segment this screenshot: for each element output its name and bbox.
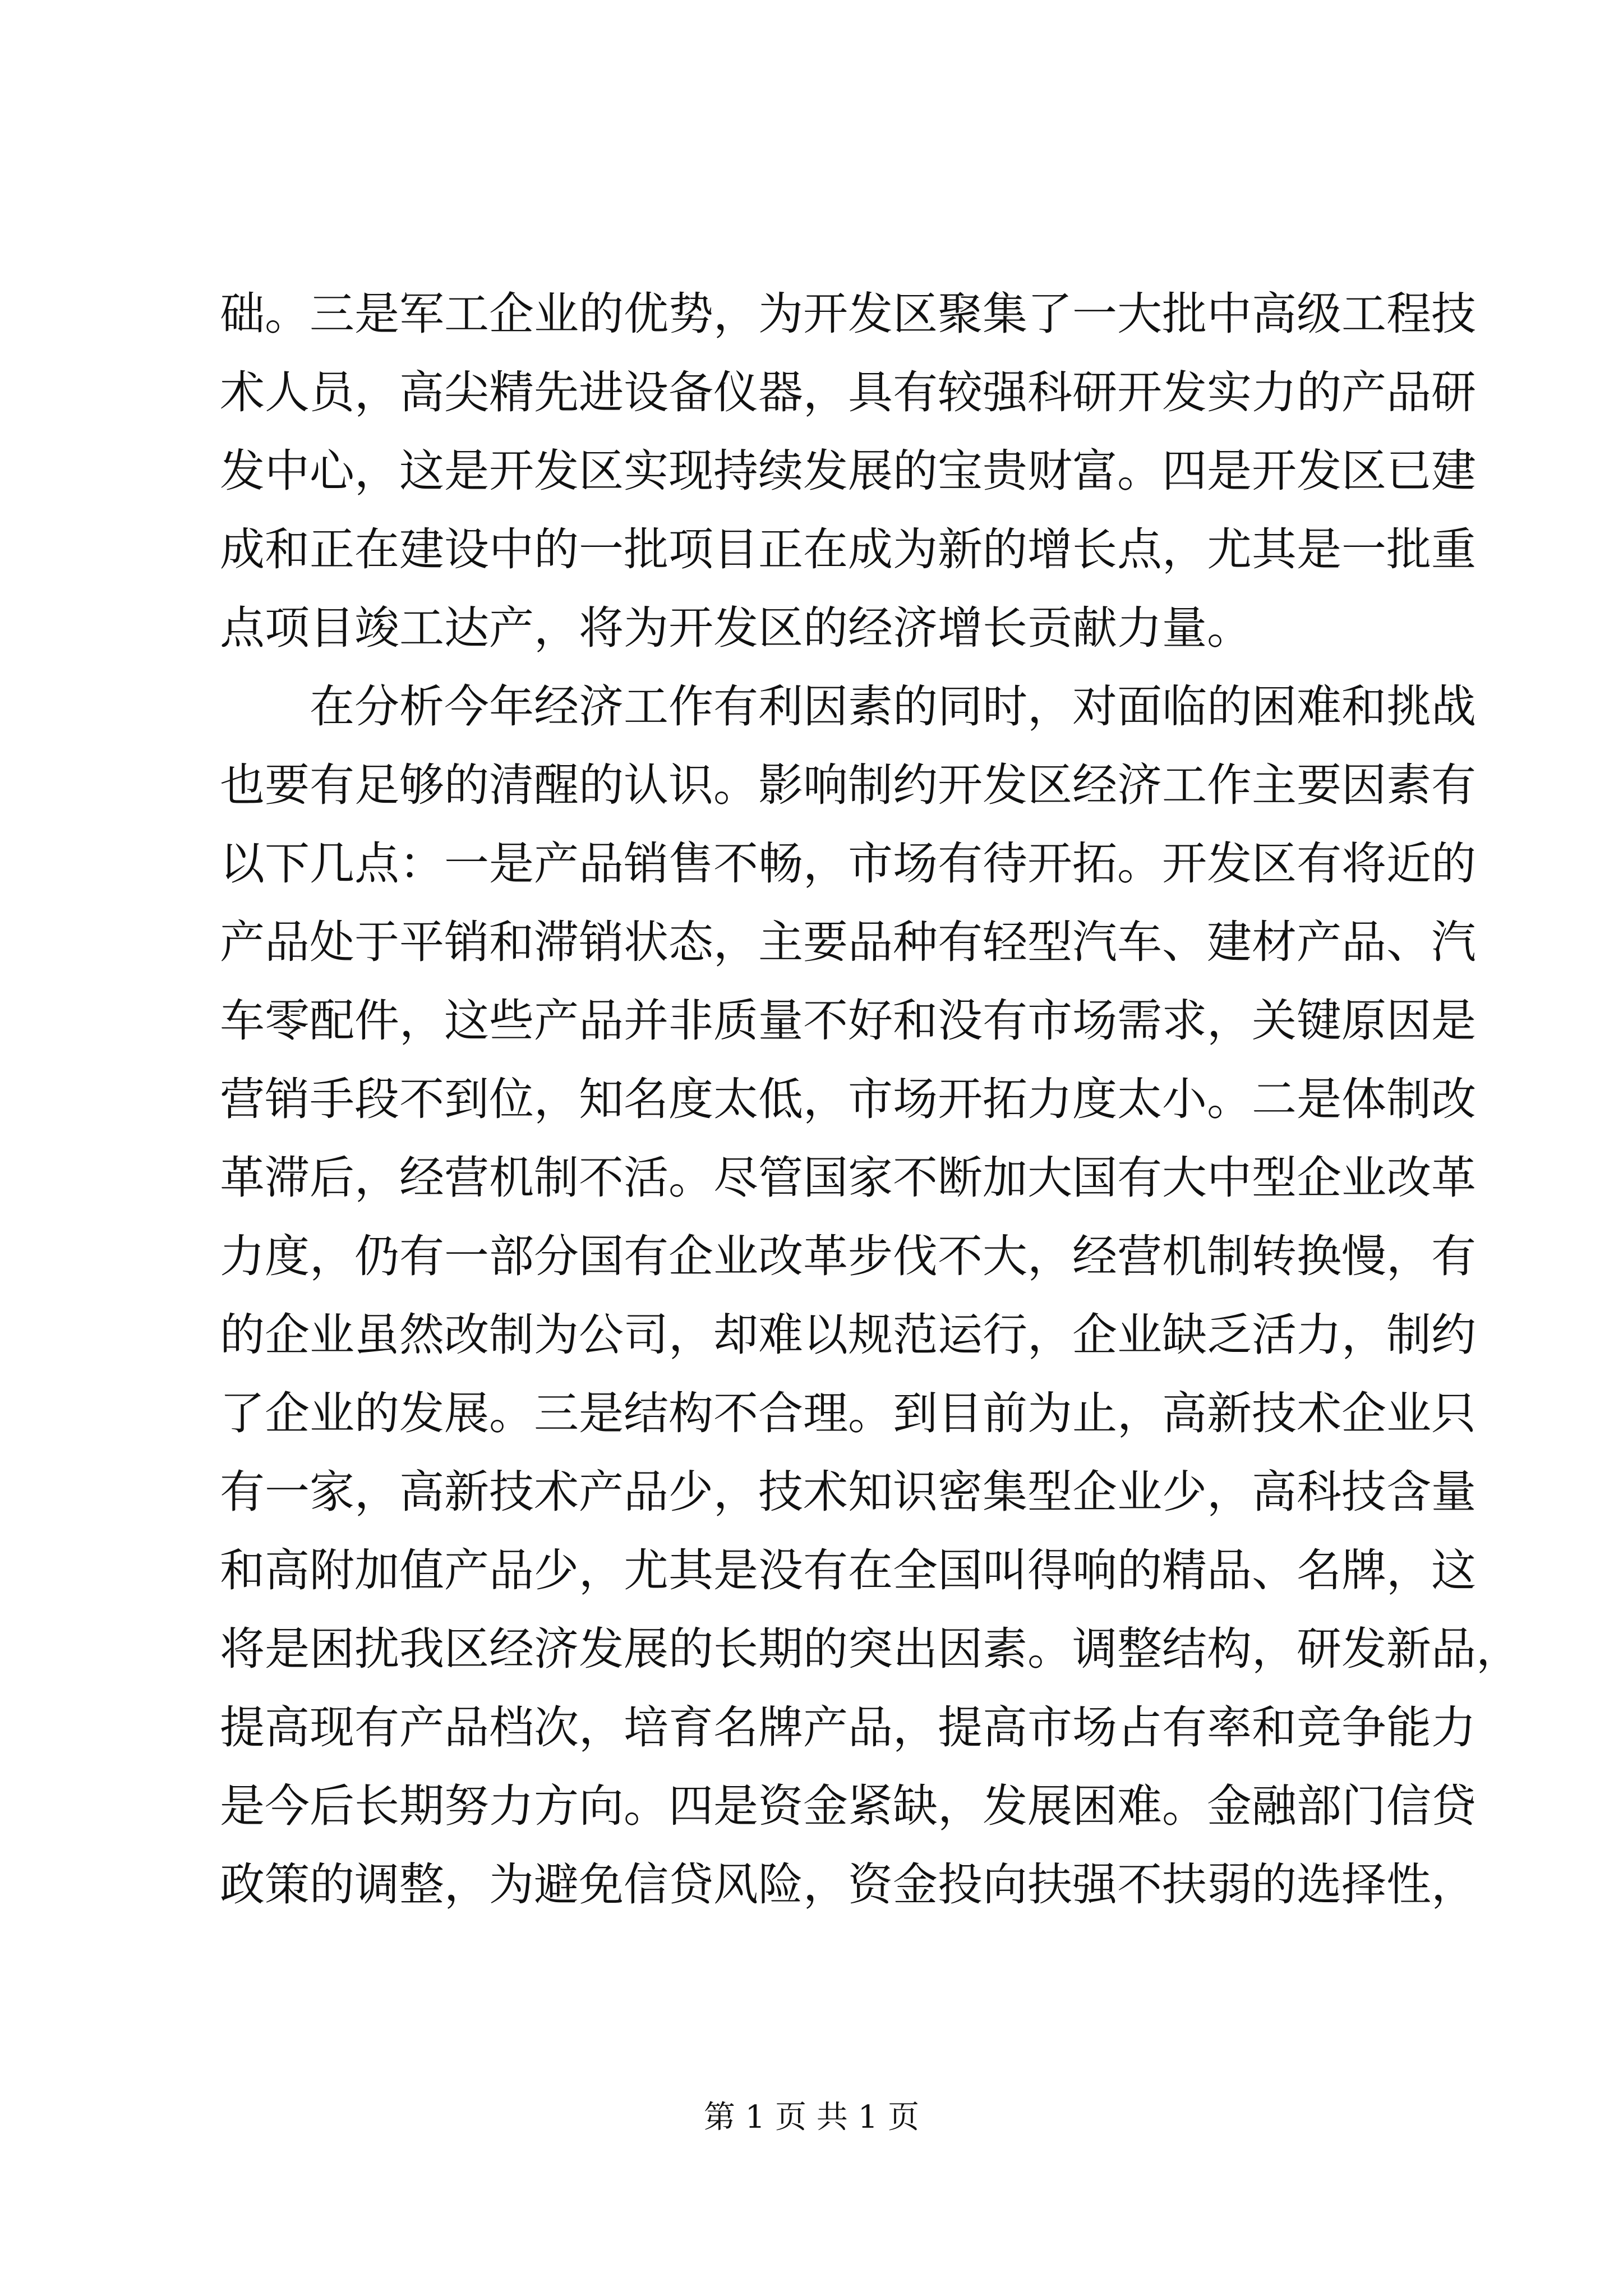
text-line-21: 政策的调整，为避免信贷风险，资金投向扶强不扶弱的选择性， <box>220 1858 1476 1911</box>
text-line-6: 在分析今年经济工作有利因素的同时，对面临的困难和挑战 <box>220 680 1476 733</box>
text-line-19: 提高现有产品档次，培育名牌产品，提高市场占有率和竞争能力 <box>220 1701 1476 1754</box>
text-line-11: 营销手段不到位，知名度太低，市场开拓力度太小。二是体制改 <box>220 1073 1476 1125</box>
text-line-20: 是今后长期努力方向。四是资金紧缺，发展困难。金融部门信贷 <box>220 1780 1476 1832</box>
text-line-13: 力度，仍有一部分国有企业改革步伐不大，经营机制转换慢，有 <box>220 1230 1476 1282</box>
text-line-17: 和高附加值产品少，尤其是没有在全国叫得响的精品、名牌，这 <box>220 1544 1476 1596</box>
text-line-2: 术人员，高尖精先进设备仪器，具有较强科研开发实力的产品研 <box>220 366 1476 418</box>
text-line-5: 点项目竣工达产，将为开发区的经济增长贡献力量。 <box>220 602 1252 654</box>
text-line-1: 础。三是军工企业的优势，为开发区聚集了一大批中高级工程技 <box>220 288 1476 340</box>
text-line-4: 成和正在建设中的一批项目正在成为新的增长点，尤其是一批重 <box>220 523 1476 576</box>
text-line-16: 有一家，高新技术产品少，技术知识密集型企业少，高科技含量 <box>220 1466 1476 1518</box>
text-line-9: 产品处于平销和滞销状态，主要品种有轻型汽车、建材产品、汽 <box>220 916 1476 968</box>
text-line-3: 发中心，这是开发区实现持续发展的宝贵财富。四是开发区已建 <box>220 445 1476 497</box>
text-line-18: 将是困扰我区经济发展的长期的突出因素。调整结构，研发新品， <box>220 1623 1521 1675</box>
text-line-8: 以下几点：一是产品销售不畅，市场有待开拓。开发区有将近的 <box>220 838 1476 890</box>
text-line-14: 的企业虽然改制为公司，却难以规范运行，企业缺乏活力，制约 <box>220 1309 1476 1361</box>
text-line-15: 了企业的发展。三是结构不合理。到目前为止，高新技术企业只 <box>220 1387 1476 1439</box>
body-text <box>220 275 1521 1924</box>
text-line-7: 也要有足够的清醒的认识。影响制约开发区经济工作主要因素有 <box>220 759 1476 811</box>
page-footer: 第 1 页 共 1 页 <box>703 2099 920 2136</box>
text-line-10: 车零配件，这些产品并非质量不好和没有市场需求，关键原因是 <box>220 995 1476 1047</box>
text-line-12: 革滞后，经营机制不活。尽管国家不断加大国有大中型企业改革 <box>220 1152 1476 1204</box>
